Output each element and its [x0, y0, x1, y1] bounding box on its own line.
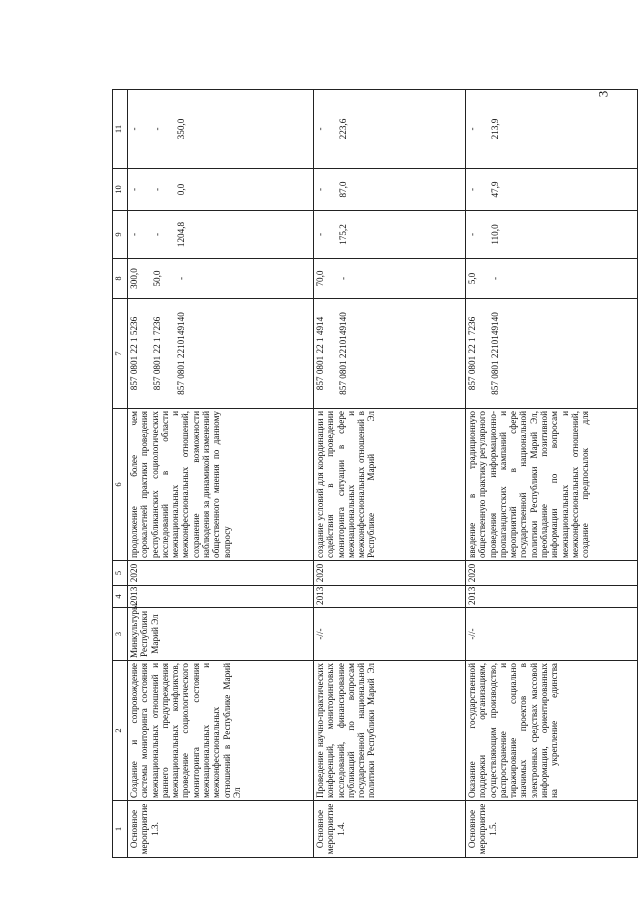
cell-c3: -//-: [314, 608, 466, 661]
header-cell: 10: [113, 169, 128, 211]
cell-c1: Основное мероприятие 1.3.: [128, 801, 314, 858]
cell-line: 110,0: [490, 224, 501, 245]
header-row: [113, 90, 128, 858]
cell-line: 175,2: [338, 224, 349, 245]
cell-line: 70,0: [315, 270, 325, 287]
cell-c8: [128, 259, 314, 299]
cell-line: 857 0801 22 1 7236: [152, 316, 163, 391]
cell-c10: [314, 169, 466, 211]
cell-line: -: [129, 187, 139, 192]
cell-line: -: [152, 127, 163, 131]
cell-c9: [466, 211, 638, 259]
cell-line: 857 0801 22 1 7236: [467, 316, 477, 391]
cell-line: 1204,8: [175, 221, 186, 248]
cell-line: -: [467, 187, 477, 192]
cell-line: 47,9: [490, 181, 501, 198]
cell-line: -: [315, 232, 325, 237]
cell-c6: создание условий для координации и содействия в проведении мониторинга ситуации в сфере межнациональных и межконфессиональных отношений в Республике Марий Эл: [314, 409, 466, 561]
cell-c6: продолжение более чем сорокалетней практики проведения республиканских социологических исследований в области межнациональных и межконфессиональных отношений, сохранение возможности наблюдения за динамикой изменений общественного мнения по данному вопросу: [128, 409, 314, 561]
cell-line: -: [315, 187, 325, 192]
header-cell: 11: [113, 90, 128, 169]
header-cell: 9: [113, 211, 128, 259]
cell-line: 857 0801 22 1 4914: [315, 316, 325, 391]
cell-c8: [314, 259, 466, 299]
cell-line: 87,0: [338, 181, 349, 198]
header-cell: 4: [113, 586, 128, 608]
cell-line: -: [338, 276, 349, 281]
header-cell: 6: [113, 409, 128, 561]
cell-c11: [314, 90, 466, 169]
cell-line: 0,0: [175, 183, 186, 196]
header-cell: 5: [113, 561, 128, 586]
header-cell: 2: [113, 661, 128, 801]
cell-c11: [128, 90, 314, 169]
cell-line: 213,9: [490, 118, 501, 140]
cell-c2: Проведение научно-практических конференций, мониторинговых исследований, финансирование публикаций по вопросам государственной национальной политики Республики Марий Эл: [314, 661, 466, 801]
program-table: [112, 89, 638, 858]
rotated-table-wrapper: [112, 90, 640, 858]
cell-c2: Создание и сопровождение системы мониторинга состояния межнациональных отношений и раннего предупреждения межнациональных конфликтов, проведение социологического мониторинга состояния межнациональных и межконфессиональных отношений в Республике Марий Эл: [128, 661, 314, 801]
cell-c2: Оказание государственной поддержки организациям, осуществляющим производство, распространение и тиражирование социально значимых проектов в электронных средствах массовой информации, ориентированных на укрепление единства: [466, 661, 638, 801]
cell-c4: 2013: [466, 586, 638, 608]
header-cell: 7: [113, 299, 128, 409]
cell-line: -: [315, 127, 325, 131]
cell-c7: [466, 299, 638, 409]
cell-line: -: [467, 127, 477, 131]
cell-c3: Минкультуры Республики Марий Эл: [128, 608, 314, 661]
cell-c3: -//-: [466, 608, 638, 661]
cell-c7: [128, 299, 314, 409]
cell-line: -: [467, 232, 477, 237]
cell-c5: 2020: [466, 561, 638, 586]
cell-c4: 2013: [314, 586, 466, 608]
cell-line: -: [490, 276, 501, 281]
cell-c9: [314, 211, 466, 259]
cell-c8: [466, 259, 638, 299]
cell-line: 300,0: [129, 268, 139, 289]
cell-line: 857 0801 2210149140: [338, 312, 349, 395]
cell-c6: введение в традиционную общественную практику регулярного проведения информационно-пропагандистских кампаний и мероприятий в сфере государственной национальной политики Республики Марий Эл, преобладание позитивной информации по вопросам межнациональных и межконфессиональных отношений, создание предпосылок для: [466, 409, 638, 561]
table-row: [466, 90, 638, 858]
cell-c5: 2020: [128, 561, 314, 586]
table-row: [128, 90, 314, 858]
cell-c10: [128, 169, 314, 211]
cell-line: 350,0: [175, 118, 186, 140]
cell-c10: [466, 169, 638, 211]
cell-c4: 2013: [128, 586, 314, 608]
cell-c11: [466, 90, 638, 169]
cell-line: 50,0: [152, 270, 163, 287]
cell-line: 5,0: [467, 272, 477, 285]
header-cell: 3: [113, 608, 128, 661]
cell-c9: [128, 211, 314, 259]
cell-line: -: [152, 232, 163, 237]
cell-line: 223,6: [338, 118, 349, 140]
table-row: [314, 90, 466, 858]
cell-line: 857 0801 22 1 5236: [129, 316, 139, 391]
cell-c7: [314, 299, 466, 409]
cell-line: 857 0801 2210149140: [490, 312, 501, 395]
cell-line: -: [129, 127, 139, 131]
cell-line: 857 0801 2210149140: [175, 312, 186, 395]
cell-line: -: [175, 276, 186, 281]
cell-line: -: [152, 187, 163, 192]
header-cell: 8: [113, 259, 128, 299]
cell-line: -: [129, 232, 139, 237]
cell-c1: Основное мероприятие 1.5.: [466, 801, 638, 858]
cell-c5: 2020: [314, 561, 466, 586]
page-number: 3: [595, 90, 611, 98]
header-cell: 1: [113, 801, 128, 858]
cell-c1: Основное мероприятие 1.4.: [314, 801, 466, 858]
